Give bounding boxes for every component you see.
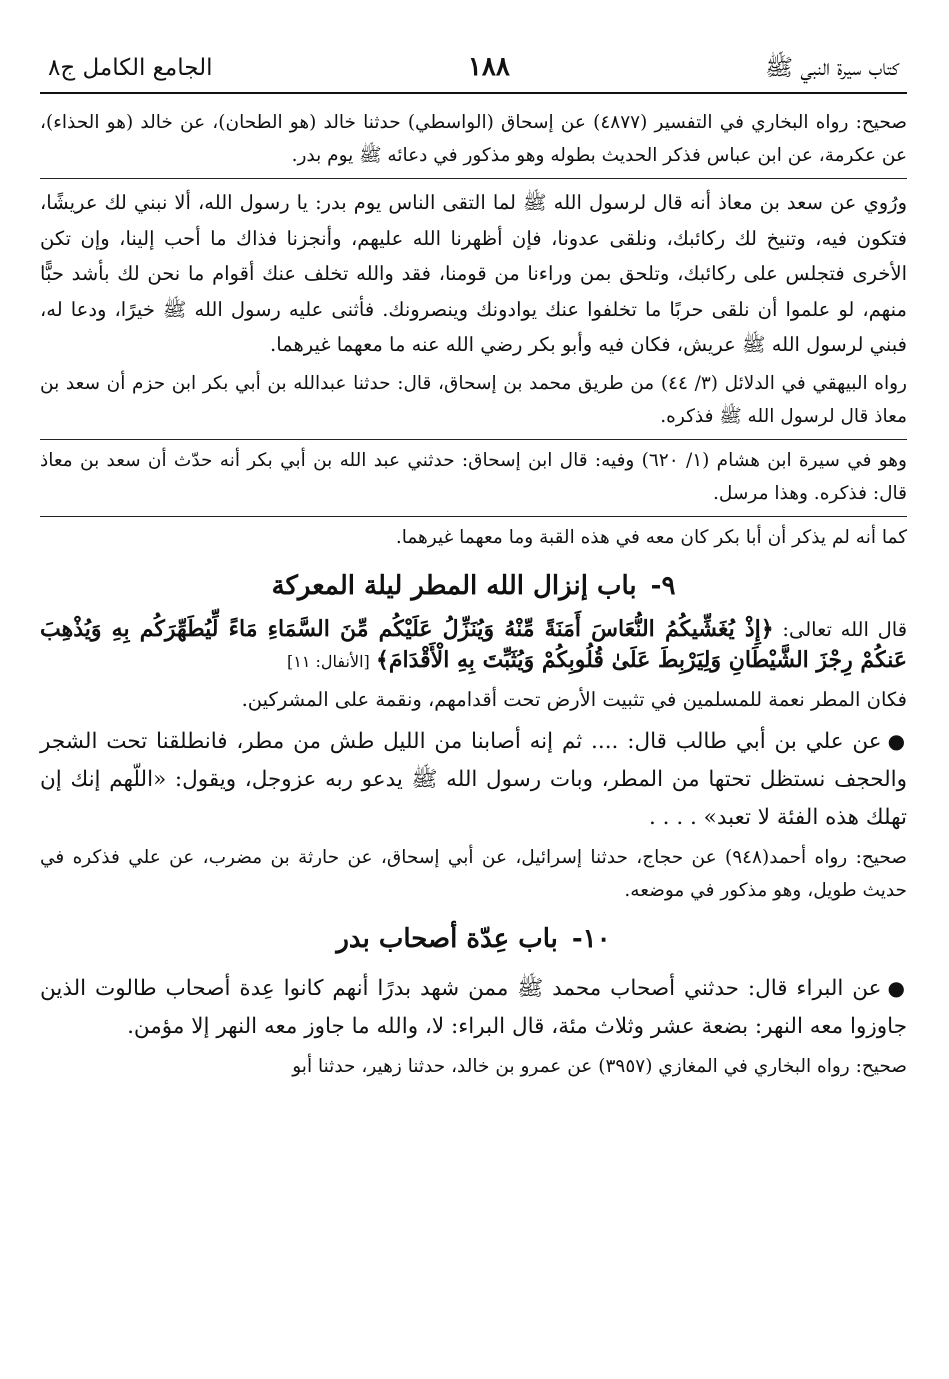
source-note: صحيح: رواه أحمد(٩٤٨) عن حجاج، حدثنا إسرائيل، عن أبي إسحاق، عن حارثة بن مضرب، عن علي فذكره في حديث طويل، وهو مذكور في موضعه. bbox=[40, 846, 907, 901]
chapter-heading-10 bbox=[40, 913, 907, 963]
source-note: رواه البيهقي في الدلائل (٣/ ٤٤) من طريق محمد بن إسحاق، قال: حدثنا عبدالله بن أبي بكر ابن حزم أن سعد بن معاذ قال لرسول الله ﷺ فذكره. bbox=[40, 372, 907, 427]
book-title: كتاب سيرة النبي ﷺ bbox=[765, 55, 899, 81]
hadith-paragraph bbox=[40, 963, 907, 1046]
source-note: صحيح: رواه البخاري في التفسير (٤٨٧٧) عن إسحاق (الواسطي) حدثنا خالد (هو الطحان)، عن خالد (هو الحذاء)، عن عكرمة، عن ابن عباس فذكر الحديث بطوله وهو مذكور في دعائه ﷺ يوم بدر. bbox=[40, 112, 908, 166]
quran-reference: [الأنفال: ١١] bbox=[287, 651, 370, 671]
bullet-icon: ● bbox=[887, 728, 908, 753]
page-body bbox=[40, 102, 907, 1089]
chapter-number: ١٠- bbox=[571, 923, 611, 954]
quran-intro: قال الله تعالى: bbox=[782, 617, 908, 641]
commentary-paragraph: فكان المطر نعمة للمسلمين في تثبيت الأرض تحت أقدامهم، ونقمة على المشركين. bbox=[241, 687, 907, 711]
chapter-title: باب إنزال الله المطر ليلة المعركة bbox=[271, 570, 637, 601]
hadith-paragraph bbox=[40, 716, 907, 837]
volume-title: الجامع الكامل ج٨ bbox=[48, 55, 213, 81]
bullet-icon: ● bbox=[887, 975, 908, 1000]
source-note: صحيح: رواه البخاري في المغازي (٣٩٥٧) عن عمرو بن خالد، حدثنا زهير، حدثنا أبو bbox=[292, 1055, 907, 1077]
quran-verse: ﴿إِذْ يُغَشِّيكُمُ النُّعَاسَ أَمَنَةً مِّنْهُ وَيُنَزِّلُ عَلَيْكُم مِّنَ السَّمَاءِ مَاءً لِّيُطَهِّرَكُم بِهِ وَيُذْهِبَ عَنكُمْ رِجْزَ الشَّيْطَانِ وَلِيَرْبِطَ عَلَىٰ قُلُوبِكُمْ وَيُثَبِّتَ بِهِ الْأَقْدَامَ﴾ bbox=[40, 615, 907, 673]
source-note: وهو في سيرة ابن هشام (١/ ٦٢٠) وفيه: قال ابن إسحاق: حدثني عبد الله بن أبي بكر أنه حدّث أن سعد بن معاذ قال: فذكره. وهذا مرسل. bbox=[40, 449, 907, 504]
chapter-heading-9 bbox=[40, 560, 907, 610]
quran-quote bbox=[40, 610, 907, 679]
page-header bbox=[40, 52, 907, 94]
hadith-text: عن علي بن أبي طالب قال: .... ثم إنه أصابنا من الليل طش من مطر، فانطلقنا تحت الشجر والحجف نستظل تحتها من المطر، وبات رسول الله ﷺ يدعو ربه عزوجل، ويقول: «اللّهم إنك إن تهلك هذه الفئة لا تعبد» . . . . bbox=[40, 728, 907, 830]
chapter-number: ٩- bbox=[650, 570, 676, 601]
hadith-text: عن البراء قال: حدثني أصحاب محمد ﷺ ممن شهد بدرًا أنهم كانوا عِدة أصحاب طالوت الذين جاوزوا معه النهر: بضعة عشر وثلاث مئة، قال البراء: لا، والله ما جاوز معه النهر إلا مؤمن. bbox=[40, 975, 907, 1039]
source-note: كما أنه لم يذكر أن أبا بكر كان معه في هذه القبة وما معهما غيرهما. bbox=[395, 526, 907, 548]
chapter-title: باب عِدّة أصحاب بدر bbox=[336, 923, 558, 954]
narration-paragraph: ورُوي عن سعد بن معاذ أنه قال لرسول الله ﷺ لما التقى الناس يوم بدر: يا رسول الله، ألا نبني لك عريشًا، فتكون فيه، وتنيخ لك ركائبك، ونلقى عدونا، فإن أظهرنا الله عليهم، وأنجزنا فذاك ما أحب إلينا، وإن تكن الأخرى فتجلس على ركائبك، وتلحق بمن وراءنا من قومنا، فقد والله تخلف عنك أقوام ما نحن لك بأشد حبًّا منهم، لو علموا أن نلقى حربًا ما تخلفوا عنك يوادونك وينصرونك. فأثنى عليه رسول الله ﷺ خيرًا، ودعا له، فبني لرسول الله ﷺ عريش، فكان فيه وأبو بكر رضي الله عنه ما معهما غيرهما. bbox=[40, 191, 907, 356]
page-number: ١٨٨ bbox=[467, 52, 510, 82]
book-page bbox=[40, 52, 907, 1089]
